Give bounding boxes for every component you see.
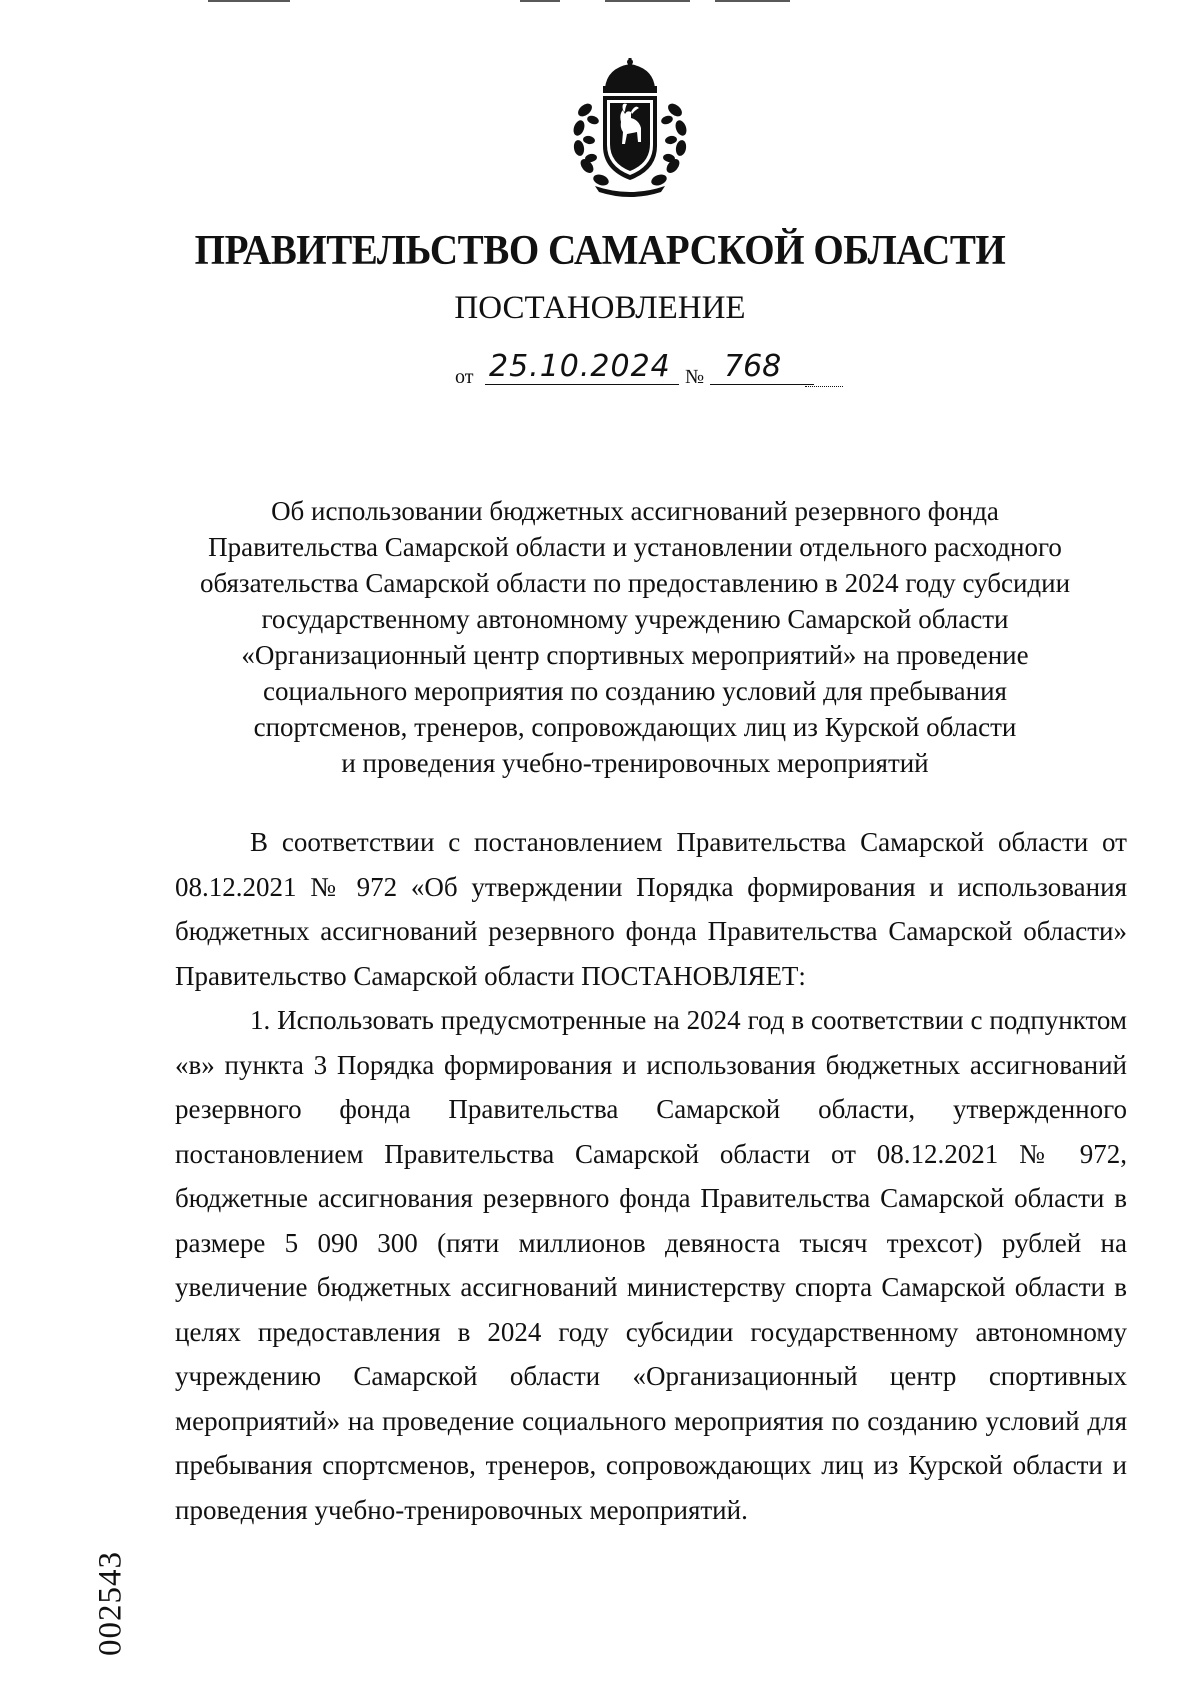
document-body	[175, 820, 1127, 1532]
handwritten-date: 25.10.2024	[485, 350, 679, 385]
serial-number: 002543	[92, 1551, 129, 1656]
preamble-paragraph: В соответствии с постановлением Правительства Самарской области от 08.12.2021 № 972 «Об утверждении Порядка формирования и использования бюджетных ассигнований резервного фонда Правительства Самарской области» Правительство Самарской области ПОСТАНОВЛЯЕТ:	[175, 827, 1127, 991]
subject-line: обязательства Самарской области по предоставлению в 2024 году субсидии	[199, 568, 1071, 598]
number-sign: №	[685, 366, 705, 388]
handwritten-number: 768	[710, 350, 814, 385]
subject-line: спортсменов, тренеров, сопровождающих лиц из Курской области	[253, 712, 1017, 742]
number-underline-dots	[805, 386, 843, 387]
registration-line	[455, 349, 855, 392]
subject-line: государственному автономному учреждению Самарской области	[261, 604, 1009, 634]
samara-coat-of-arms-icon	[565, 58, 695, 198]
government-name: ПРАВИТЕЛЬСТВО САМАРСКОЙ ОБЛАСТИ	[194, 228, 1006, 274]
document-subject	[170, 493, 1100, 781]
subject-line: и проведения учебно-тренировочных мероприятий	[341, 748, 929, 778]
subject-line: Правительства Самарской области и установлении отдельного расходного	[208, 532, 1062, 562]
subject-line: социального мероприятия по созданию условий для пребывания	[263, 676, 1007, 706]
date-prefix: от	[455, 366, 474, 388]
serial-number-stamp	[88, 1530, 128, 1680]
scan-edge-marks	[0, 0, 1200, 6]
subject-line: «Организационный центр спортивных мероприятий» на проведение	[241, 640, 1029, 670]
subject-line: Об использовании бюджетных ассигнований резервного фонда	[271, 496, 999, 526]
clause-1-paragraph: 1. Использовать предусмотренные на 2024 год в соответствии с подпунктом «в» пункта 3 Порядка формирования и использования бюджетных ассигнований резервного фонда Правительства Самарской области, утвержденного постановлением Правительства Самарской области от 08.12.2021 № 972, бюджетные ассигнования резервного фонда Правительства Самарской области в размере 5 090 300 (пяти миллионов девяноста тысяч трехсот) рублей на увеличение бюджетных ассигнований министерству спорта Самарской области в целях предоставления в 2024 году субсидии государственному автономному учреждению Самарской области «Организационный центр спортивных мероприятий» на проведение социального мероприятия по созданию условий для пребывания спортсменов, тренеров, сопровождающих лиц из Курской области и проведения учебно-тренировочных мероприятий.	[175, 1005, 1127, 1525]
document-type: ПОСТАНОВЛЕНИЕ	[454, 290, 746, 326]
